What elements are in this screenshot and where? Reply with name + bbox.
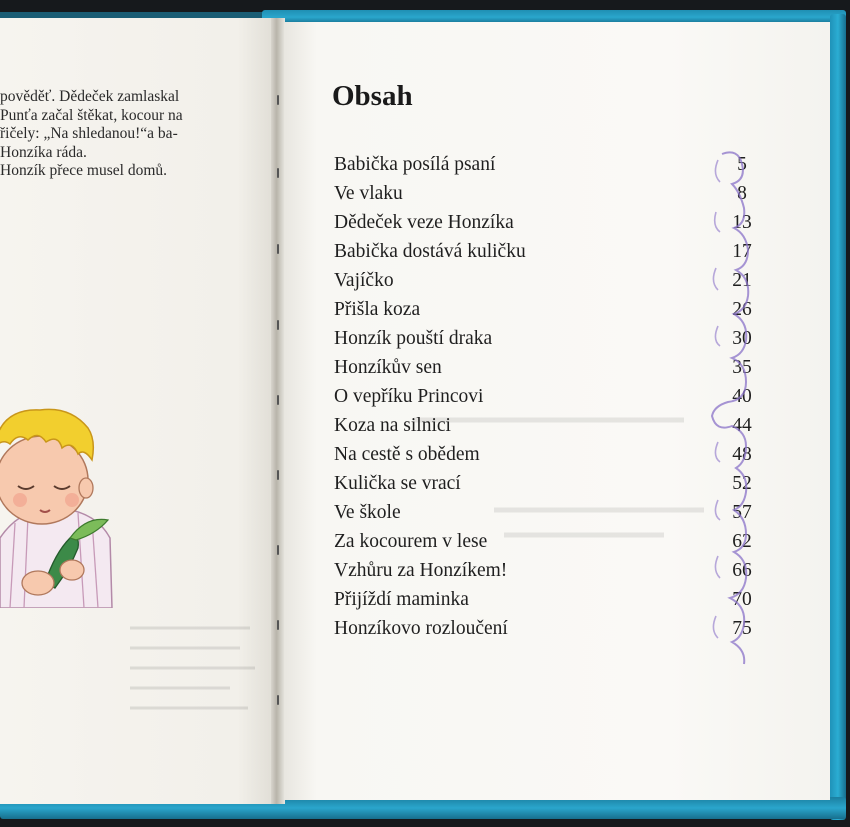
- toc-entry-title: O vepříku Princovi: [334, 386, 484, 407]
- toc-entry-title: Babička dostává kuličku: [334, 241, 526, 262]
- toc-entry: [334, 266, 764, 295]
- toc-entry-page: 44: [732, 415, 752, 436]
- spine-stitch: [277, 620, 279, 630]
- left-page-line: Honzíka ráda.: [0, 143, 87, 161]
- left-page: [0, 18, 279, 804]
- toc-entry-page: 8: [737, 183, 747, 204]
- toc-entry-page: 17: [732, 241, 752, 262]
- toc-entry-title: Přišla koza: [334, 299, 421, 320]
- spine-stitch: [277, 545, 279, 555]
- toc-entry-page: 21: [732, 270, 752, 291]
- toc-entry: [334, 556, 764, 585]
- book-cover-edge-right: [830, 14, 846, 820]
- toc-entry-page: 13: [732, 212, 752, 233]
- book-cover-edge-top: [262, 10, 846, 22]
- toc-entry-title: Babička posílá psaní: [334, 154, 496, 175]
- spine-stitch: [277, 244, 279, 254]
- toc-entry-title: Přijíždí maminka: [334, 589, 469, 610]
- toc-entry-title: Na cestě s obědem: [334, 444, 480, 465]
- toc-entry-page: 35: [732, 357, 752, 378]
- toc-entry: [334, 614, 764, 643]
- toc-entry-page: 40: [732, 386, 752, 407]
- toc-entry: [334, 440, 764, 469]
- left-page-line: Punťa začal štěkat, kocour na: [0, 106, 183, 124]
- page-title: Obsah: [332, 80, 413, 112]
- right-page: [284, 22, 830, 800]
- toc-entry-title: Honzíkovo rozloučení: [334, 618, 508, 639]
- spine-stitch: [277, 695, 279, 705]
- toc-entry-title: Ve škole: [334, 502, 401, 523]
- toc-entry: [334, 353, 764, 382]
- left-page-line: řičely: „Na shledanou!“a ba-: [0, 125, 178, 142]
- spine-stitch: [277, 395, 279, 405]
- left-page-line: pověděť. Dědeček zamlaskal: [0, 88, 180, 105]
- toc-entry: [334, 150, 764, 179]
- toc-entry-page: 48: [732, 444, 752, 465]
- toc-entry: [334, 498, 764, 527]
- toc-entry-title: Ve vlaku: [334, 183, 403, 204]
- toc-entry-page: 52: [732, 473, 752, 494]
- toc-entry: [334, 527, 764, 556]
- spine-stitch: [277, 470, 279, 480]
- toc-entry: [334, 382, 764, 411]
- toc-entry-page: 70: [732, 589, 752, 610]
- toc-entry-page: 66: [732, 560, 752, 581]
- spine-stitch: [277, 168, 279, 178]
- toc-entry: [334, 208, 764, 237]
- toc-entry: [334, 411, 764, 440]
- toc-entry: [334, 324, 764, 353]
- toc-entry-title: Koza na silnici: [334, 415, 451, 436]
- toc-entry-title: Vzhůru za Honzíkem!: [334, 560, 508, 581]
- spine-stitch: [277, 320, 279, 330]
- toc-entry: [334, 295, 764, 324]
- toc-entry: [334, 179, 764, 208]
- spine-stitch: [277, 95, 279, 105]
- toc-entry-title: Vajíčko: [334, 270, 394, 291]
- toc-entry-page: 26: [732, 299, 752, 320]
- toc-entry-page: 5: [737, 154, 747, 175]
- toc-entry-title: Honzík pouští draka: [334, 328, 493, 349]
- left-page-text: [0, 88, 268, 181]
- toc-entry-page: 30: [732, 328, 752, 349]
- toc-entry-title: Dědeček veze Honzíka: [334, 212, 514, 233]
- table-of-contents: [334, 150, 764, 643]
- toc-entry-title: Honzíkův sen: [334, 357, 442, 378]
- toc-entry: [334, 469, 764, 498]
- toc-entry-title: Kulička se vrací: [334, 473, 461, 494]
- toc-entry-page: 75: [732, 618, 752, 639]
- toc-entry: [334, 585, 764, 614]
- show-through-text: [130, 618, 260, 738]
- toc-entry: [334, 237, 764, 266]
- toc-entry-page: 57: [732, 502, 752, 523]
- boy-illustration: [0, 388, 120, 608]
- toc-entry-page: 62: [732, 531, 752, 552]
- book-spine: [271, 18, 285, 804]
- left-page-line: Honzík přece musel domů.: [0, 162, 168, 179]
- toc-entry-title: Za kocourem v lese: [334, 531, 488, 552]
